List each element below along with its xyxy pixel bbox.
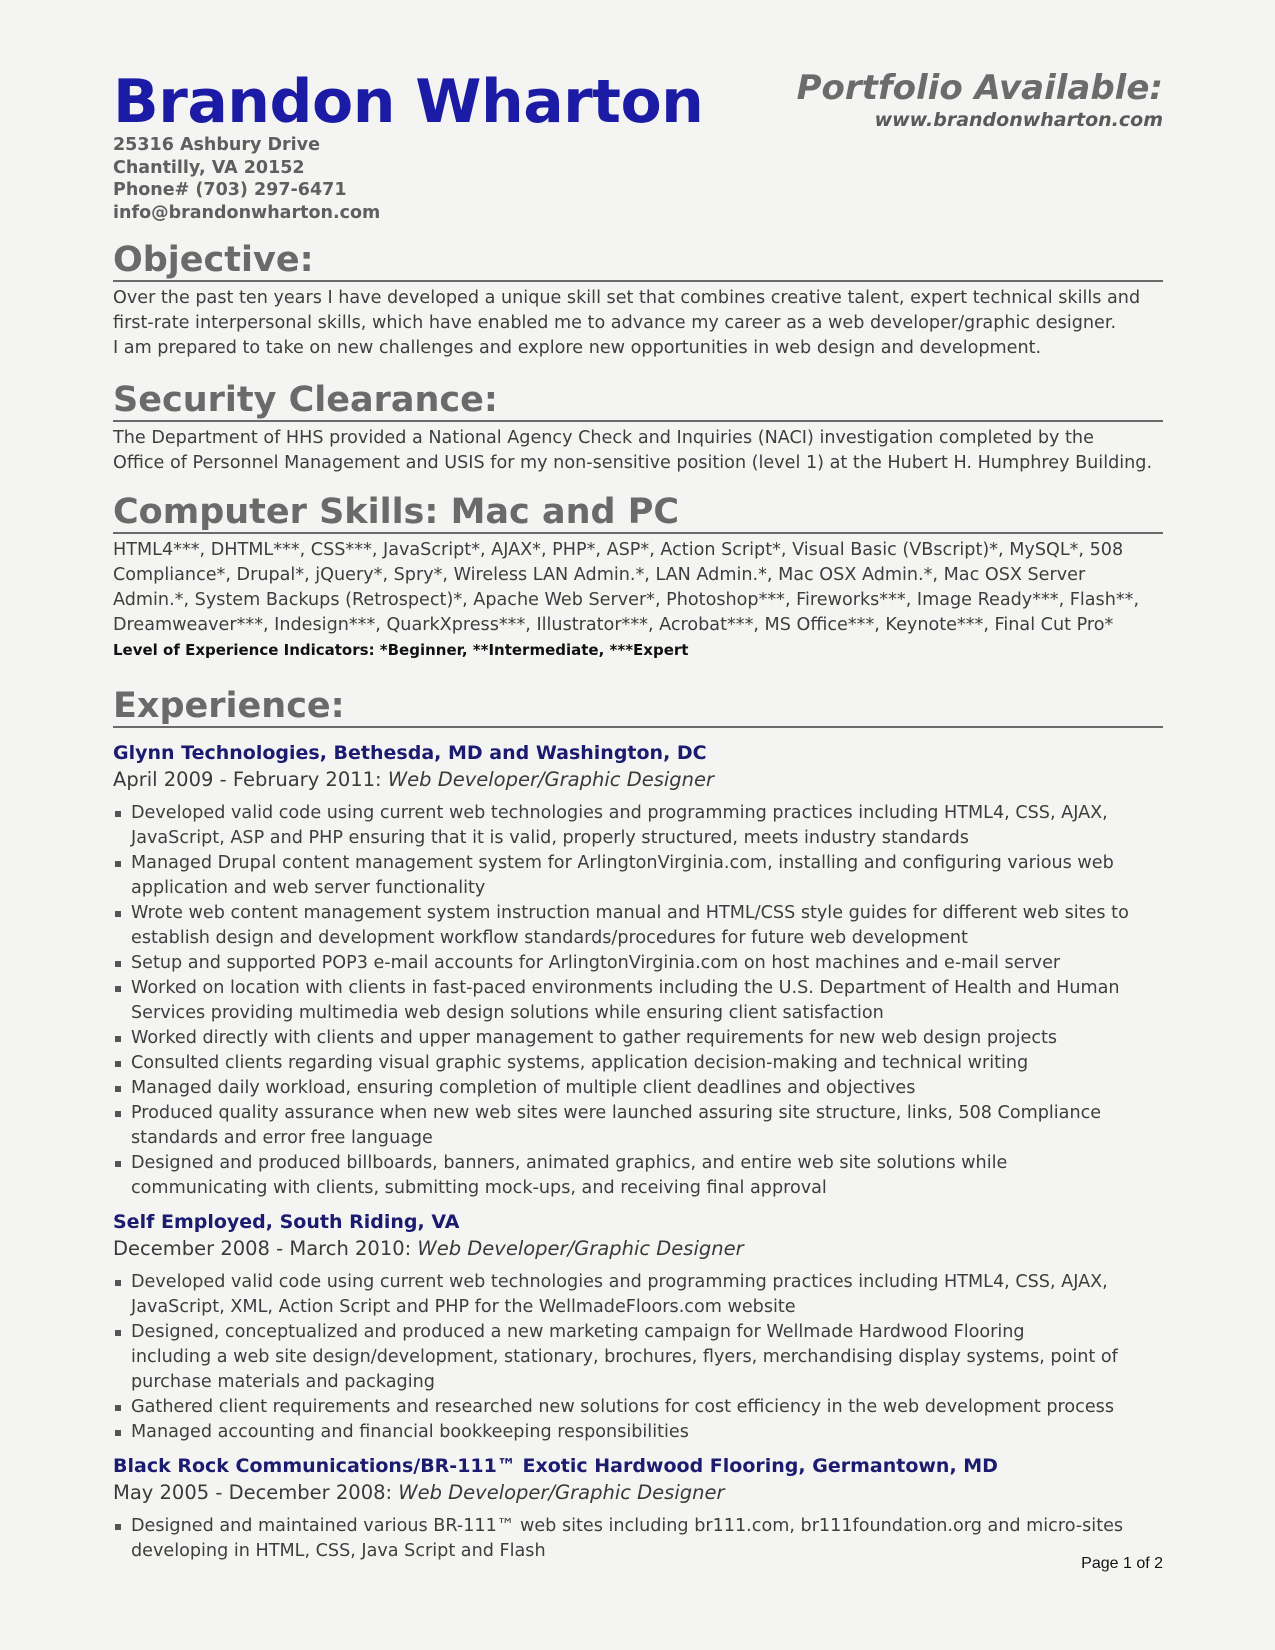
- skills-line: Dreamweaver***, Indesign***, QuarkXpress***, Illustrator***, Acrobat***, MS Office***, Keynote***, Final Cut Pro*: [113, 615, 1114, 635]
- phone: Phone# (703) 297-6471: [113, 180, 347, 200]
- bullet-line: Wrote web content management system instruction manual and HTML/CSS style guides for different web sites to: [131, 903, 1129, 923]
- address-line-2: Chantilly, VA 20152: [113, 157, 305, 178]
- bullet-line: Designed and maintained various BR-111™ web sites including br111.com, br111foundation.org and micro-sites: [131, 1516, 1124, 1536]
- security-text: [113, 426, 1163, 476]
- bullet-line: purchase materials and packaging: [131, 1372, 435, 1392]
- bullet-item: [113, 1151, 1163, 1201]
- bullet-square-icon: [115, 986, 121, 992]
- job-role: Web Developer/Graphic Designer: [387, 768, 715, 791]
- bullet-line: Produced quality assurance when new web sites were launched assuring site structure, links, 508 Compliance: [131, 1103, 1102, 1123]
- bullet-square-icon: [115, 1111, 121, 1117]
- job-dates: December 2008 - March 2010:: [113, 1237, 412, 1260]
- bullet-line: JavaScript, XML, Action Script and PHP for the WellmadeFloors.com website: [131, 1297, 796, 1317]
- bullet-line: Worked on location with clients in fast-paced environments including the U.S. Department of Health and Human: [131, 978, 1120, 998]
- bullet-line: developing in HTML, CSS, Java Script and Flash: [131, 1541, 546, 1561]
- bullet-item: [113, 1026, 1163, 1051]
- bullet-square-icon: [115, 961, 121, 967]
- bullet-square-icon: [115, 1036, 121, 1042]
- objective-title: Objective:: [113, 240, 1163, 282]
- experience-level-note: Level of Experience Indicators: *Beginner, **Intermediate, ***Expert: [113, 641, 689, 659]
- job-role: Web Developer/Graphic Designer: [417, 1237, 744, 1260]
- security-line: Office of Personnel Management and USIS for my non-sensitive position (level 1) at the Hubert H. Humphrey Building.: [113, 453, 1153, 473]
- job-dates: April 2009 - February 2011:: [113, 768, 382, 791]
- experience-section: [113, 686, 1163, 1564]
- job-entry: [113, 1453, 1163, 1564]
- security-section: [113, 380, 1163, 476]
- bullet-item: [113, 1320, 1163, 1395]
- job-dates-role: [113, 766, 1163, 793]
- job-role: Web Developer/Graphic Designer: [398, 1481, 725, 1504]
- bullet-line: Services providing multimedia web design solutions while ensuring client satisfaction: [131, 1003, 884, 1023]
- contact-info: [113, 134, 380, 224]
- candidate-name: Brandon Wharton: [113, 67, 704, 137]
- bullet-item: [113, 1395, 1163, 1420]
- bullet-item: [113, 951, 1163, 976]
- skills-line: HTML4***, DHTML***, CSS***, JavaScript*, AJAX*, PHP*, ASP*, Action Script*, Visual Basic (VBscript)*, MySQL*, 508: [113, 540, 1124, 560]
- job-dates: May 2005 - December 2008:: [113, 1481, 393, 1504]
- job-bullets: [113, 1514, 1163, 1564]
- bullet-item: [113, 801, 1163, 851]
- skills-text: [113, 538, 1163, 638]
- job-company: Glynn Technologies, Bethesda, MD and Washington, DC: [113, 742, 707, 764]
- job-dates-role: [113, 1479, 1163, 1506]
- bullet-line: including a web site design/development, stationary, brochures, flyers, merchandising display systems, point of: [131, 1347, 1118, 1367]
- job-dates-role: [113, 1235, 1163, 1262]
- objective-section: [113, 240, 1163, 361]
- skills-section: [113, 492, 1163, 662]
- bullet-line: communicating with clients, submitting mock-ups, and receiving final approval: [131, 1178, 827, 1198]
- objective-text: [113, 286, 1163, 361]
- address-line-1: 25316 Ashbury Drive: [113, 135, 320, 155]
- bullet-line: Designed and produced billboards, banners, animated graphics, and entire web site solutions while: [131, 1153, 1008, 1173]
- page-number: Page 1 of 2: [1081, 1555, 1163, 1572]
- job-entry: [113, 1209, 1163, 1445]
- bullet-square-icon: [115, 1524, 121, 1530]
- bullet-line: Managed accounting and financial bookkeeping responsibilities: [131, 1422, 689, 1442]
- job-bullets: [113, 801, 1163, 1201]
- bullet-line: Consulted clients regarding visual graphic systems, application decision-making and technical writing: [131, 1053, 1029, 1073]
- objective-line: Over the past ten years I have developed a unique skill set that combines creative talent, expert technical skills and: [113, 288, 1141, 308]
- experience-title: Experience:: [113, 686, 1163, 728]
- job-company: Black Rock Communications/BR-111™ Exotic Hardwood Flooring, Germantown, MD: [113, 1455, 998, 1477]
- portfolio-block: [797, 68, 1163, 132]
- bullet-line: Gathered client requirements and researched new solutions for cost efficiency in the web development process: [131, 1397, 1114, 1417]
- objective-line: first-rate interpersonal skills, which have enabled me to advance my career as a web developer/graphic designer.: [113, 313, 1117, 333]
- bullet-line: Managed daily workload, ensuring completion of multiple client deadlines and objectives: [131, 1078, 916, 1098]
- bullet-square-icon: [115, 911, 121, 917]
- bullet-line: standards and error free language: [131, 1128, 433, 1148]
- job-entry: [113, 740, 1163, 1201]
- job-bullets: [113, 1270, 1163, 1445]
- bullet-line: application and web server functionality: [131, 878, 486, 898]
- portfolio-url[interactable]: www.brandonwharton.com: [874, 109, 1163, 131]
- bullet-line: Managed Drupal content management system for ArlingtonVirginia.com, installing and configuring various web: [131, 853, 1114, 873]
- bullet-item: [113, 1101, 1163, 1151]
- bullet-line: Developed valid code using current web technologies and programming practices including HTML4, CSS, AJAX,: [131, 1272, 1108, 1292]
- bullet-item: [113, 901, 1163, 951]
- bullet-square-icon: [115, 1430, 121, 1436]
- bullet-square-icon: [115, 1061, 121, 1067]
- bullet-item: [113, 1076, 1163, 1101]
- bullet-square-icon: [115, 861, 121, 867]
- bullet-item: [113, 976, 1163, 1026]
- bullet-line: Setup and supported POP3 e-mail accounts for ArlingtonVirginia.com on host machines and e-mail server: [131, 953, 1061, 973]
- security-title: Security Clearance:: [113, 380, 1163, 422]
- email[interactable]: info@brandonwharton.com: [113, 202, 381, 223]
- bullet-square-icon: [115, 1280, 121, 1286]
- bullet-item: [113, 1420, 1163, 1445]
- bullet-square-icon: [115, 811, 121, 817]
- skills-line: Admin.*, System Backups (Retrospect)*, Apache Web Server*, Photoshop***, Fireworks***, Image Ready***, Flash**,: [113, 590, 1140, 610]
- bullet-line: Designed, conceptualized and produced a new marketing campaign for Wellmade Hardwood Flooring: [131, 1322, 1025, 1342]
- bullet-item: [113, 1514, 1163, 1564]
- objective-line: I am prepared to take on new challenges and explore new opportunities in web design and development.: [113, 338, 1042, 358]
- bullet-item: [113, 851, 1163, 901]
- bullet-square-icon: [115, 1161, 121, 1167]
- bullet-item: [113, 1051, 1163, 1076]
- bullet-square-icon: [115, 1086, 121, 1092]
- bullet-line: establish design and development workflow standards/procedures for future web development: [131, 928, 968, 948]
- bullet-line: JavaScript, ASP and PHP ensuring that it is valid, properly structured, meets industry standards: [131, 828, 969, 848]
- security-line: The Department of HHS provided a National Agency Check and Inquiries (NACI) investigation completed by the: [113, 428, 1094, 448]
- job-company: Self Employed, South Riding, VA: [113, 1211, 460, 1233]
- bullet-line: Worked directly with clients and upper management to gather requirements for new web design projects: [131, 1028, 1058, 1048]
- bullet-square-icon: [115, 1330, 121, 1336]
- portfolio-title: Portfolio Available:: [796, 68, 1163, 108]
- bullet-line: Developed valid code using current web technologies and programming practices including HTML4, CSS, AJAX,: [131, 803, 1108, 823]
- skills-line: Compliance*, Drupal*, jQuery*, Spry*, Wireless LAN Admin.*, LAN Admin.*, Mac OSX Admin.*, Mac OSX Server: [113, 565, 1086, 585]
- bullet-item: [113, 1270, 1163, 1320]
- skills-title: Computer Skills: Mac and PC: [113, 492, 1163, 534]
- bullet-square-icon: [115, 1405, 121, 1411]
